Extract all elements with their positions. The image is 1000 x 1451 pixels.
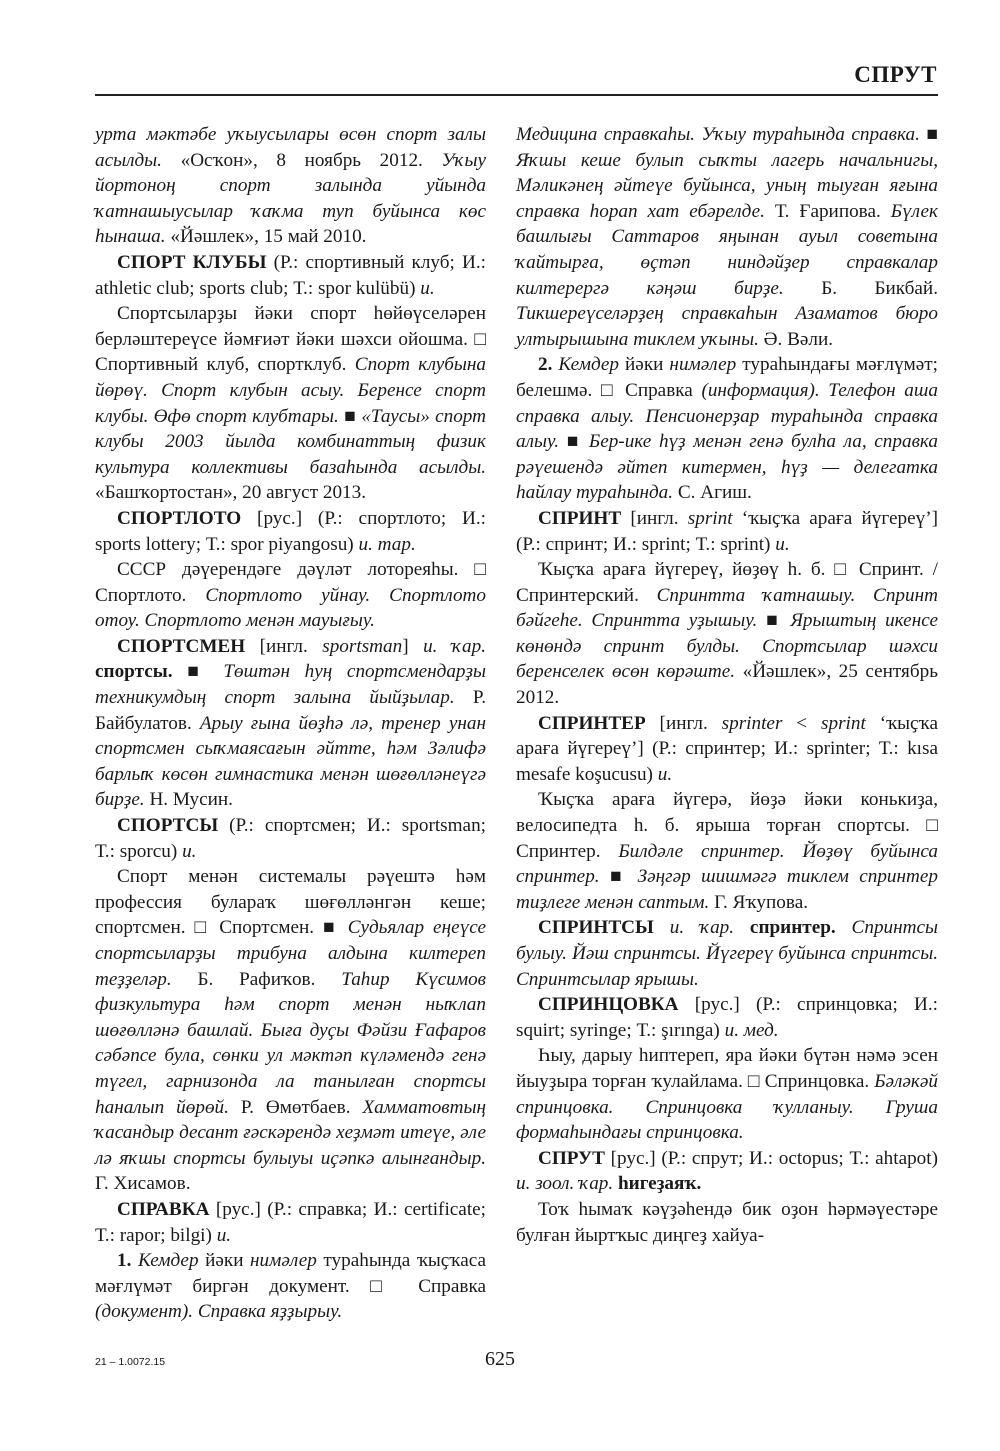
dictionary-entry-head <box>95 1197 486 1248</box>
text: «Йәшлек», 15 май 2010. <box>165 226 367 248</box>
italic-text: Яҡшы кеше булып сыҡты лагерь начальнигы, Мәликәнең әйтеүе буйынса, уның тыуған яғына справка һорап хат ебәрелде. <box>516 149 938 222</box>
bold-text: СПРУТ <box>538 1147 605 1169</box>
italic-text: Хамматовтың ҡасандыр десант ғәскәрендә хеҙмәт итеүе, әле лә яҡшы спортсы булыуы иҫәпкә алынғандыр. <box>95 1096 486 1169</box>
print-code: 21 – 1.0072.15 <box>95 1356 166 1368</box>
bold-text: СПОРТСЫ <box>117 815 219 837</box>
bold-text: СПРИНТЕР <box>538 712 646 734</box>
dictionary-entry-head <box>95 813 486 864</box>
text: Н. Мусин. <box>144 789 233 811</box>
text: Спорт менән системалы рәүештә һәм профессия булараҡ шөғөлләнгән кеше; спортсмен. □ Спортсмен. ■ <box>95 866 486 939</box>
text: ■ <box>172 661 224 683</box>
text: йәки <box>619 354 670 376</box>
text: Б. Рафиҡов. <box>171 968 342 990</box>
dictionary-entry-head <box>516 915 938 992</box>
bold-text: СПОРТЛОТО <box>117 507 242 529</box>
text: ■ <box>757 610 791 632</box>
text: Г. Хисамов. <box>95 1173 191 1195</box>
bold-text: СПРИНЦОВКА <box>538 994 679 1016</box>
bold-text: СПРАВКА <box>117 1198 210 1220</box>
text: Һыу, дарыу һиптереп, яра йәки бүтән нәмә эсен йыуҙыра торған ҡулайлама. □ Спринцовка. <box>516 1045 938 1092</box>
italic-text: Бәләкәй спринцовка. Спринцовка ҡулланыу. Груша формаһындағы спринцовка. <box>516 1070 938 1144</box>
italic-text: «Таусы» спорт клубы 2003 йылда комбинаттың физик культура коллективы базаһында асылды. <box>95 405 486 478</box>
italic-text: и. <box>775 533 790 555</box>
dictionary-entry-head <box>516 992 938 1043</box>
text: ‘ҡыҫҡа араға йүгереү’] (Р.: спринтер; И.: sprinter; Т.: kısa mesafe koşucusu) <box>516 712 939 785</box>
italic-text: Спринтта ҡатнашыу. Спринт бәйгеһе. Спринтта уҙышыу. <box>516 584 938 632</box>
entry-paragraph <box>516 557 938 711</box>
text: Г. Яҡупова. <box>709 891 809 913</box>
italic-text: Тикшереүселәрҙең справкаһын Азаматов бюро ултырышына тиклем уҡыны. <box>516 303 938 350</box>
italic-text: Төштән һуң спортсмендарҙы техникумдың спорт залына йыйҙылар. <box>95 661 486 709</box>
italic-text: и. <box>182 840 197 862</box>
entry-paragraph <box>95 1248 486 1325</box>
text: тураһында ҡыҫҡаса мәғлүмәт биргән документ. □ Справка <box>95 1250 487 1297</box>
italic-text: sprint <box>821 712 866 734</box>
italic-text: Медицина справкаһы. Уҡыу тураһында справка. <box>516 124 920 145</box>
entry-paragraph <box>516 122 938 352</box>
italic-text: Арыу ғына йөҙһә лә, тренер унан спортсмен сыҡмаясағын әйтте, һәм Зәлифә барлыҡ көсөн гимнастика менән шөғөлләнеүгә бирҙе. <box>95 712 487 811</box>
italic-text: Бүлек башлығы Саттаров яңынан ауыл советына ҡайтырға, өҫтәп ниндәйҙер справкалар килтерергә кәңәш бирҙе. <box>516 200 938 299</box>
text: Спортсыларҙы йәки спорт һөйөүселәрен берләштереүсе йәмғиәт йәки шәхси ойошма. □ Спортивный клуб, спортклуб. <box>95 303 486 376</box>
text: Б. Бикбай. <box>783 277 938 299</box>
text: [рус.] (Р.: спортлото; И.: sports lottery; Т.: spor piyangosu) <box>95 507 486 555</box>
text: ■ <box>559 431 589 453</box>
text: «Йәшлек», 25 сентябрь 2012. <box>516 661 938 709</box>
text: ■ <box>599 866 638 888</box>
italic-text: Зәңгәр шишмәгә тиклем спринтер тиҙлеге менән саптым. <box>516 866 938 913</box>
text: Р. Байбулатов. <box>95 687 486 734</box>
bold-text: спортсы. <box>95 661 173 683</box>
text: Ҡыҫҡа араға йүгереү, йөҙөү һ. б. □ Спринт. / Спринтерский. <box>516 559 938 606</box>
italic-text: Билдәле спринтер. Йөҙөү буйынса спринтер. <box>516 840 938 888</box>
text: [рус.] (Р.: спринцовка; И.: squirt; syringe; Т.: şırınga) <box>516 994 938 1041</box>
header-rule <box>95 94 938 96</box>
italic-text: Кемдер <box>137 1250 199 1272</box>
italic-text: и. <box>216 1224 232 1246</box>
text: тураһындағы мәғлүмәт; белешмә. □ Справка <box>516 354 938 401</box>
text: Р. Өмөтбаев. <box>228 1096 363 1118</box>
entry-paragraph <box>95 301 486 506</box>
bold-text: СПРИНТ <box>538 507 622 529</box>
entry-paragraph <box>516 1043 938 1145</box>
italic-text: sprinter <box>721 712 783 734</box>
text: < <box>782 712 822 734</box>
text: «Осҡон», 8 ноябрь 2012. <box>161 149 442 171</box>
italic-text: Спортлото уйнау. Спортлото отоу. Спортлото менән мауығыу. <box>95 584 486 632</box>
italic-text: и. мед. <box>724 1019 779 1041</box>
left-column <box>95 122 486 1325</box>
italic-text: Бер-ике һүҙ менән генә булһа ла, справка рәүешендә әйтеп китермен, һүҙ — делегатка һайлау тураһында. <box>516 431 938 504</box>
bold-text: 1. <box>117 1250 138 1272</box>
text: (Р.: спортивный клуб; И.: athletic club; sports club; Т.: spor kulübü) <box>95 251 487 299</box>
bold-text: һигеҙаяҡ. <box>618 1173 702 1195</box>
dictionary-entry-head <box>95 250 486 301</box>
italic-text: и. <box>420 277 435 299</box>
italic-text: урта мәктәбе уҡыусылары өсөн спорт залы асылды. <box>95 124 486 171</box>
text: Ә. Вәли. <box>758 328 834 350</box>
text <box>654 917 670 938</box>
italic-text: (документ). Справка яҙҙырыу. <box>95 1301 343 1323</box>
italic-text: Таһир Күсимов физкультура һәм спорт менән ныҡлап шөғөлләнә башлай. Быға дуҫы Фәйзи Ғафаров сәбәпсе була, сөнки ул мәктәп күләмендә генә түгел, гарнизонда ла танылған спортсы һаналып йөрөй. <box>95 968 487 1118</box>
dictionary-entry-head <box>516 711 938 788</box>
text: С. Агиш. <box>673 482 752 504</box>
page-number: 625 <box>485 1348 515 1370</box>
italic-text: нимәлер <box>669 354 737 376</box>
italic-text: и. <box>657 763 673 785</box>
text: [рус.] (Р.: спрут; И.: octopus; Т.: ahtapot) <box>604 1147 938 1169</box>
text: [ингл. <box>621 507 688 529</box>
italic-text: (информация). Телефон аша справка алыу. Пенсионерҙар тураһында справка алыу. <box>516 379 938 453</box>
italic-text: Кемдер <box>558 354 620 376</box>
italic-text: и. ҡар. <box>669 917 750 939</box>
italic-text: и. тар. <box>358 533 416 555</box>
text: [рус.] (Р.: справка; И.: certificate; Т.: rapor; bilgi) <box>95 1198 486 1246</box>
dictionary-entry-head <box>95 634 486 813</box>
text: «Башҡортостан», 20 август 2013. <box>95 482 367 504</box>
text: йәки <box>198 1250 251 1272</box>
bold-text: 2. <box>538 354 559 376</box>
bold-text: спринтер. <box>749 917 852 939</box>
entry-paragraph <box>95 122 486 250</box>
text: ■ <box>919 124 938 145</box>
text: ‘ҡыҫҡа араға йүгереү’] (Р.: спринт; И.: sprint; Т.: sprint) <box>516 507 938 555</box>
text: Тоҡ һымаҡ кәүҙәһендә бик оҙон һәрмәүестәре булған йыртҡыс диңгеҙ хайуа- <box>516 1198 938 1246</box>
text: Т. Ғарипова. <box>764 200 891 222</box>
italic-text: нимәлер <box>250 1250 317 1272</box>
entry-paragraph <box>516 1197 938 1248</box>
bold-text: СПОРТСМЕН <box>117 635 246 657</box>
italic-text: и. зоол. ҡар. <box>516 1173 618 1195</box>
dictionary-entry-head <box>95 506 486 557</box>
text: [ингл. <box>245 635 323 657</box>
text: (Р.: спортсмен; И.: sportsman; Т.: sporcu) <box>95 815 486 862</box>
text: СССР дәүерендәге дәүләт лотореяһы. □ Спортлото. <box>95 559 486 606</box>
text: ] <box>402 635 424 657</box>
italic-text: sprint <box>687 507 733 529</box>
text: ■ <box>338 405 362 427</box>
entry-paragraph <box>516 352 938 506</box>
entry-paragraph <box>95 557 486 634</box>
italic-text: Спринтсы булыу. Йәш спринтсы. Йүгереү буйынса спринтсы. Спринтсылар ярышы. <box>516 917 939 990</box>
text: [ингл. <box>645 712 722 734</box>
italic-text: Спорт клубына йөрөү. Спорт клубын асыу. Беренсе спорт клубы. Өфө спорт клубтары. <box>95 354 486 427</box>
running-head: СПРУТ <box>854 62 937 87</box>
bold-text: СПРИНТСЫ <box>538 917 654 939</box>
bold-text: СПОРТ КЛУБЫ <box>117 251 267 273</box>
right-column <box>516 122 938 1248</box>
italic-text: Ярыштың икенсе көнөндә спринт булды. Спортсылар шәхси беренселек өсөн көрәште. <box>516 610 938 683</box>
entry-paragraph <box>95 864 486 1197</box>
dictionary-entry-head <box>516 506 938 557</box>
entry-paragraph <box>516 787 938 915</box>
italic-text: Судьялар еңеүсе спортсыларҙы трибуна алдына килтереп теҙҙеләр. <box>95 917 486 990</box>
italic-text: Уҡыу йортоноң спорт залында уйында ҡатнашыусылар ҡаҡма туп буйынса көс һынаша. <box>95 149 486 248</box>
text: Ҡыҫҡа араға йүгерә, йөҙә йәки конькиҙа, велосипедта һ. б. ярыша торған спортсы. □ Спринтер. <box>516 789 938 862</box>
dictionary-entry-head <box>516 1146 938 1197</box>
italic-text: sportsman <box>322 635 403 657</box>
italic-text: и. ҡар. <box>423 635 487 657</box>
